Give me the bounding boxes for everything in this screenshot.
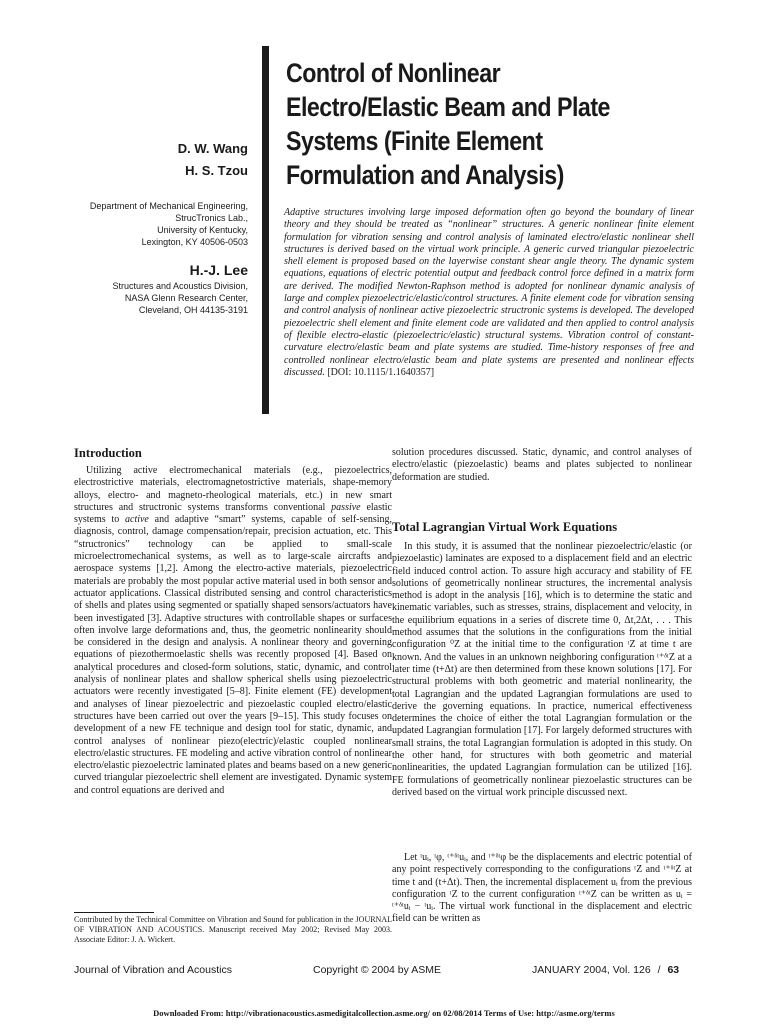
download-notice[interactable]: Downloaded From: http://vibrationacoustics.asmedigitalcollection.asme.org/ on 02/08/2014 Terms of Use: http://asme.org/terms <box>153 1008 615 1018</box>
footer-copyright: Copyright © 2004 by ASME <box>313 964 441 976</box>
intro-paragraph: Utilizing active electromechanical materials (e.g., piezoelectrics, electrostrictive materials, electromagnetostrictive materials, shape-memory alloys, electro- and magneto-rheological materials, etc.) in new smart structures and structronic systems transforms conventional passive elastic systems to active and adaptive “smart” systems, capable of self-sensing, diagnosis, control, damage compensation/repair, precision actuation, etc. This “structronics” technology can be applied to small-scale microelectromechanical systems, as well as to large-scale aircrafts and aerospace systems [1,2]. Among the electro-active materials, piezoelectric materials are probably the most popular active material used in both sensor and actuator applications. Classical distributed sensing and control characteristics of shells and plates using segmented or spatially shaped sensors/actuators have been investigated [3]. Adaptive structures with controllable shapes or surfaces often involve large deformations and, thus, the geometric nonlinearity should be considered in the design and analysis. A nonlinear theory and governing equations of piezothermoelastic shells was recently proposed [4]. Based on analytical procedures and closed-form solutions, static, dynamic, and control analysis of nonlinear plates and shallow spherical shells using piezoelectric actuators were recently investigated [5–8]. Finite element (FE) development and analyses of linear piezoelectric and piezoelastic coupled electro/elastic structures have been carried out over the years [9–15]. This study focuses on development of a new FE technique and design tool for static, dynamic, and control analyses of nonlinear piezo(electric)/elastic coupled nonlinear electro/elastic structures. FE modeling and active vibration control of nonlinear electro/elastic piezoelectric laminated plates and beams based on a new generic curved triangular piezoelectric shell element are investigated. Dynamic system and control equations are derived and <box>74 465 392 796</box>
footnote-rule <box>74 912 154 913</box>
footer-issue: JANUARY 2004, Vol. 126 / 63 <box>532 964 680 976</box>
solution-paragraph: solution procedures discussed. Static, dynamic, and control analyses of electro/elastic (piezoelastic) beams and plates subjected to nonlinear deformation are studied. <box>392 447 692 483</box>
doi[interactable]: [DOI: 10.1115/1.1640357] <box>327 366 435 378</box>
lagrangian-heading: Total Lagrangian Virtual Work Equations <box>392 520 618 534</box>
author-2: H. S. Tzou <box>185 163 248 178</box>
abstract <box>284 207 694 379</box>
abstract-text: Adaptive structures involving large imposed deformation often go beyond the boundary of linear theory and they should be treated as “nonlinear” structures. A generic nonlinear finite element formulation for vibration sensing and control analysis of laminated electro/elastic nonlinear shell structures is derived based on the virtual work principle. A generic curved triangular piezoelectric shell element is proposed based on the layerwise constant shear angle theory. The dynamic system equations, equations of electric potential output and feedback control force defined in a matrix form are derived. The modified Newton-Raphson method is adopted for nonlinear dynamic analysis of large and complex piezoelectric/elastic/control structures. A finite element code for vibration sensing and control analysis of nonlinear active piezoelectric structronic systems is developed. The developed piezoelectric shell element and finite element code are validated and then applied to control analysis of flexible electro-elastic (piezoelectric/elastic) structural systems. Vibration control of constant-curvature electro/elastic beam and plate systems are studied. Time-history responses of free and controlled nonlinear electro/elastic beam and plate systems are presented and nonlinear effects discussed. <box>284 207 694 378</box>
title-bar-rule <box>262 46 269 414</box>
intro-heading: Introduction <box>74 446 142 460</box>
lagrangian-paragraph-1: In this study, it is assumed that the nonlinear piezoelectric/elastic (or piezoelastic) laminates are exposed to a displacement field and an electric field induced control action. To assure high accuracy and stability of FE solutions of geometrically nonlinear structures, the incremental analysis method is adopt in the analysis [16], which is to determine the static and kinematic variables, such as stresses, strains, displacement and velocity, in the equilibrium equations in a series of discrete time 0, Δt,2Δt, . . . This method assumes that the solutions in the configurations from the initial configuration ⁰Z at the initial time to the configuration ᵗZ at time t are known. And the values in an unknown neighboring configuration ᵗ⁺ᵟᵗZ at a later time (t+Δt) are then determined from these known solutions [17]. For structural problems with both geometric and material nonlinearity, the total Lagrangian and the updated Lagrangian formulations are used to derive the governing equations. In practice, numerical effectiveness determines the choice of either the total Lagrangian formulation or the updated Lagrangian formulation [17]. For largely deformed structures with small strains, the total Lagrangian formulation is adopted in this study. On the other hand, for structures with both geometric and material nonlinearities, the updated Lagrangian formulation can be utilized [16]. FE formulations of geometrically nonlinear piezoelastic structures can be derived based on the virtual work principle discussed next. <box>392 541 693 798</box>
footnote: Contributed by the Technical Committee on Vibration and Sound for publication in the JOURNAL OF VIBRATION AND ACOUSTICS. Manuscript received May 2002; Revised May 2003. Associate Editor: J. A. Wickert. <box>74 915 392 944</box>
lagrangian-paragraph-2: Let ᵗuᵢ, ᵗφ, ᵗ⁺ᵟᵗuᵢ, and ᵗ⁺ᵟᵗφ be the displacements and electric potential of any point respectively corresponding to the configurations ᵗZ and ᵗ⁺ᵟᵗZ at time t and (t+Δt). Then, the incremental displacement uᵢ from the previous configuration ᵗZ to the current configuration ᵗ⁺ᵟᵗZ can be written as uᵢ = ᵗ⁺ᵟᵗuᵢ − ᵗuᵢ. The virtual work functional in the displacement and electric field can be written as <box>392 852 692 925</box>
affiliation-1: Department of Mechanical Engineering, StrucTronics Lab., University of Kentucky, Lexington, KY 40506-0503 <box>89 201 248 247</box>
paper-title: Control of Nonlinear Electro/Elastic Beam and Plate Systems (Finite Element Formulation and Analysis) <box>286 58 610 190</box>
author-1: D. W. Wang <box>177 141 248 156</box>
footer-journal: Journal of Vibration and Acoustics <box>74 964 232 976</box>
page-number: 63 <box>667 964 680 976</box>
author-3: H.-J. Lee <box>189 262 248 278</box>
affiliation-2: Structures and Acoustics Division, NASA Glenn Research Center, Cleveland, OH 44135-3191 <box>112 281 248 315</box>
